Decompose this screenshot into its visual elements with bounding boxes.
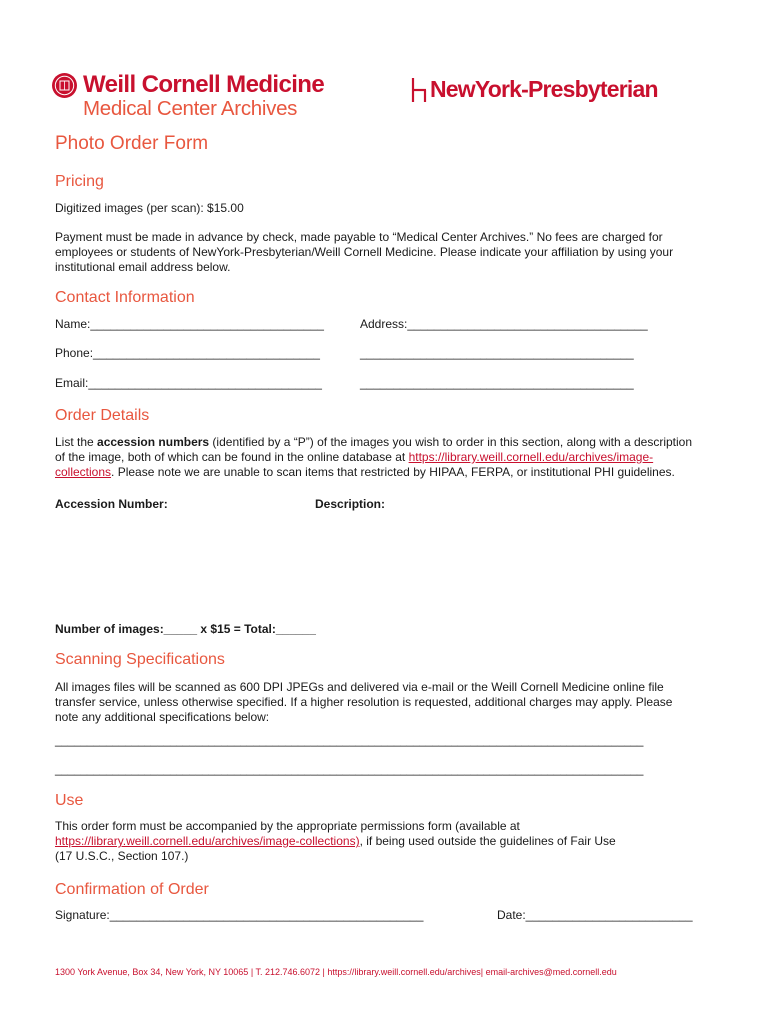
phone-field[interactable]: Phone:__________________________________ xyxy=(55,346,320,360)
address-line-2-field[interactable]: _________________________________________ xyxy=(360,346,634,360)
scanning-line-2: transfer service, unless otherwise specified. If a higher resolution is requested, additional charges may apply. Please xyxy=(55,695,673,709)
total-line[interactable]: Number of images:_____ x $15 = Total:______ xyxy=(55,622,316,636)
email-field[interactable]: Email:___________________________________ xyxy=(55,376,322,390)
use-line-3: (17 U.S.C., Section 107.) xyxy=(55,849,189,863)
specifications-blank-1[interactable]: ____________________________________________________________________________________________ xyxy=(55,735,644,747)
scanning-line-3: note any additional specifications below: xyxy=(55,710,270,724)
order-intro-line-3-text: . Please note we are unable to scan items that restricted by HIPAA, FERPA, or institutional PHI guidelines. xyxy=(111,465,675,479)
date-field[interactable]: Date:_________________________ xyxy=(497,908,693,922)
order-intro-pre: List the xyxy=(55,435,98,449)
use-line-2-text: , if being used outside the guidelines of Fair Use xyxy=(359,834,616,848)
accession-number-column-label: Accession Number: xyxy=(55,497,168,511)
newyork-presbyterian-logo-text: NewYork-Presbyterian xyxy=(430,76,658,102)
use-line-1: This order form must be accompanied by the appropriate permissions form (available at xyxy=(55,819,520,833)
page-title: Photo Order Form xyxy=(55,133,209,154)
name-field[interactable]: Name:___________________________________ xyxy=(55,317,324,331)
weill-cornell-seal-icon xyxy=(52,73,77,98)
archives-logo-text: Medical Center Archives xyxy=(83,97,298,120)
scanning-line-1: All images files will be scanned as 600 DPI JPEGs and delivered via e-mail or the Weill Cornell Medicine online file xyxy=(55,680,664,694)
signature-field[interactable]: Signature:_______________________________________________ xyxy=(55,908,424,922)
contact-heading: Contact Information xyxy=(55,289,195,306)
address-field[interactable]: Address:____________________________________ xyxy=(360,317,648,331)
payment-line-1: Payment must be made in advance by check, made payable to “Medical Center Archives.” No fees are charged for xyxy=(55,230,663,244)
payment-line-2: employees or students of NewYork-Presbyterian/Weill Cornell Medicine. Please indicate your affiliation by using your xyxy=(55,245,674,259)
database-link-part-1[interactable]: https://library.weill.cornell.edu/archives/image- xyxy=(408,450,654,464)
specifications-blank-2[interactable]: ____________________________________________________________________________________________ xyxy=(55,764,644,776)
order-intro-line-2 xyxy=(55,450,653,464)
nyp-mark-icon xyxy=(411,76,427,104)
address-line-3-field[interactable]: _________________________________________ xyxy=(360,376,634,390)
pricing-heading: Pricing xyxy=(55,173,104,190)
database-link-part-2[interactable]: collections xyxy=(55,465,112,479)
order-intro-line-3 xyxy=(55,465,675,479)
payment-line-3: institutional email address below. xyxy=(55,260,231,274)
description-column-label: Description: xyxy=(315,497,386,511)
scanning-heading: Scanning Specifications xyxy=(55,651,225,668)
use-heading: Use xyxy=(55,792,84,809)
confirmation-heading: Confirmation of Order xyxy=(55,881,209,898)
order-intro-mid: (identified by a “P”) of the images you wish to order in this section, along with a description xyxy=(209,435,692,449)
accession-numbers-emphasis: accession numbers xyxy=(97,435,210,449)
order-intro-line-2-text: of the image, both of which can be found in the online database at xyxy=(55,450,409,464)
price-line: Digitized images (per scan): $15.00 xyxy=(55,201,244,215)
footer-contact: 1300 York Avenue, Box 34, New York, NY 10065 | T. 212.746.6072 | https://library.weill.cornell.edu/archives| email-archives@med.cornell.edu xyxy=(55,967,617,977)
use-line-2 xyxy=(55,834,616,848)
order-heading: Order Details xyxy=(55,407,150,424)
order-intro-line-1 xyxy=(55,435,692,449)
weill-cornell-logo-text: Weill Cornell Medicine xyxy=(83,71,325,98)
permissions-link[interactable]: https://library.weill.cornell.edu/archives/image-collections) xyxy=(55,834,360,848)
